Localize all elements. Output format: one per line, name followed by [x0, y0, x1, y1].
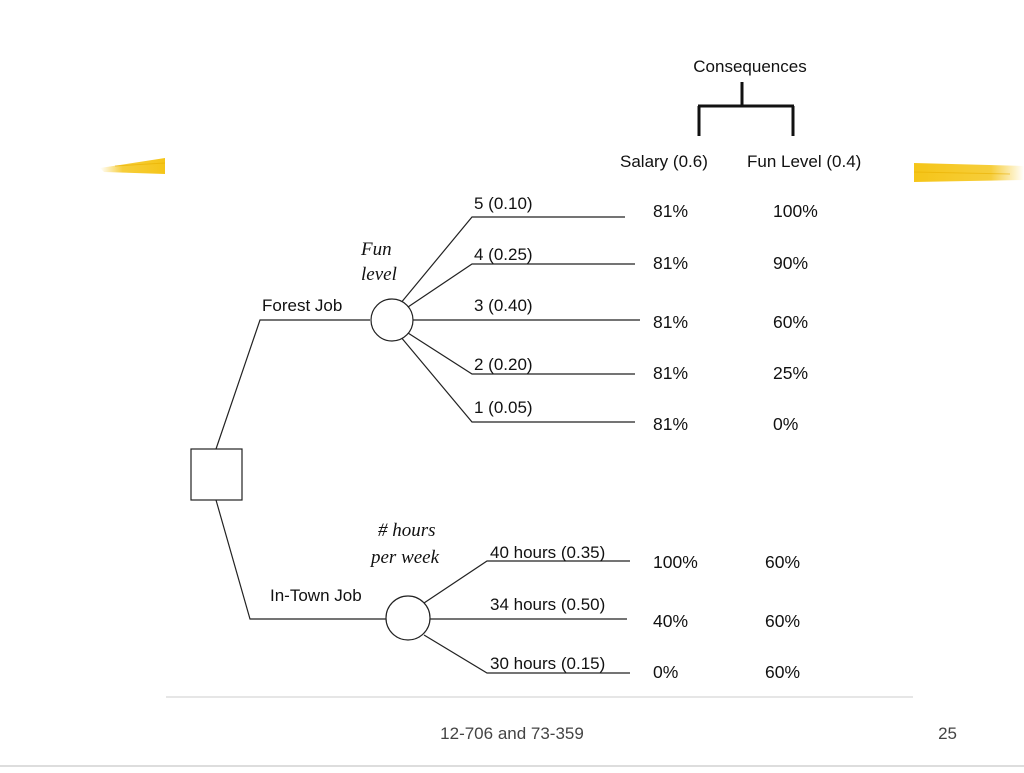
forest-salary-value: 81%: [653, 363, 689, 383]
highlighter-stroke-right: [914, 163, 1024, 182]
intown-fun-value: 60%: [765, 662, 801, 682]
forest-outcome-label: 4 (0.25): [474, 245, 533, 264]
intown-outcome-label: 34 hours (0.50): [490, 595, 606, 614]
forest-fun-value: 60%: [773, 312, 809, 332]
forest-outcome-label: 1 (0.05): [474, 398, 533, 417]
fun-level-header: Fun Level (0.4): [747, 152, 862, 171]
forest-salary-value: 81%: [653, 312, 689, 332]
forest-salary-value: 81%: [653, 201, 689, 221]
intown-salary-value: 0%: [653, 662, 679, 682]
fun-level-label-line1: Fun: [361, 239, 392, 260]
intown-fun-value: 60%: [765, 552, 801, 572]
intown-job-label: In-Town Job: [270, 586, 362, 605]
footer-course: 12-706 and 73-359: [440, 724, 584, 743]
fun-level-label-line2: level: [361, 264, 397, 285]
hours-per-week-label-line2: per week: [371, 547, 440, 568]
intown-outcome-label: 40 hours (0.35): [490, 543, 606, 562]
hours-chance-node: [386, 596, 430, 640]
forest-outcome-label: 3 (0.40): [474, 296, 533, 315]
forest-outcome-label: 5 (0.10): [474, 194, 533, 213]
forest-fun-value: 100%: [773, 201, 818, 221]
consequences-title: Consequences: [693, 57, 807, 76]
forest-salary-value: 81%: [653, 253, 689, 273]
intown-outcome-label: 30 hours (0.15): [490, 654, 606, 673]
highlighter-stroke-left: [100, 158, 165, 174]
fun-level-chance-node: [371, 299, 413, 341]
slide-number: 25: [938, 724, 957, 743]
forest-fun-value: 0%: [773, 414, 799, 434]
forest-fun-value: 25%: [773, 363, 809, 383]
forest-outcome-label: 2 (0.20): [474, 355, 533, 374]
hours-per-week-label-line1: # hours: [378, 520, 436, 541]
forest-job-label: Forest Job: [262, 296, 343, 315]
forest-fun-value: 90%: [773, 253, 809, 273]
decision-node: [191, 449, 242, 500]
forest-job-branch: [216, 320, 370, 449]
consequences-bracket: [698, 82, 794, 136]
intown-salary-value: 100%: [653, 552, 698, 572]
salary-header: Salary (0.6): [620, 152, 708, 171]
forest-salary-value: 81%: [653, 414, 689, 434]
intown-fun-value: 60%: [765, 611, 801, 631]
intown-salary-value: 40%: [653, 611, 689, 631]
